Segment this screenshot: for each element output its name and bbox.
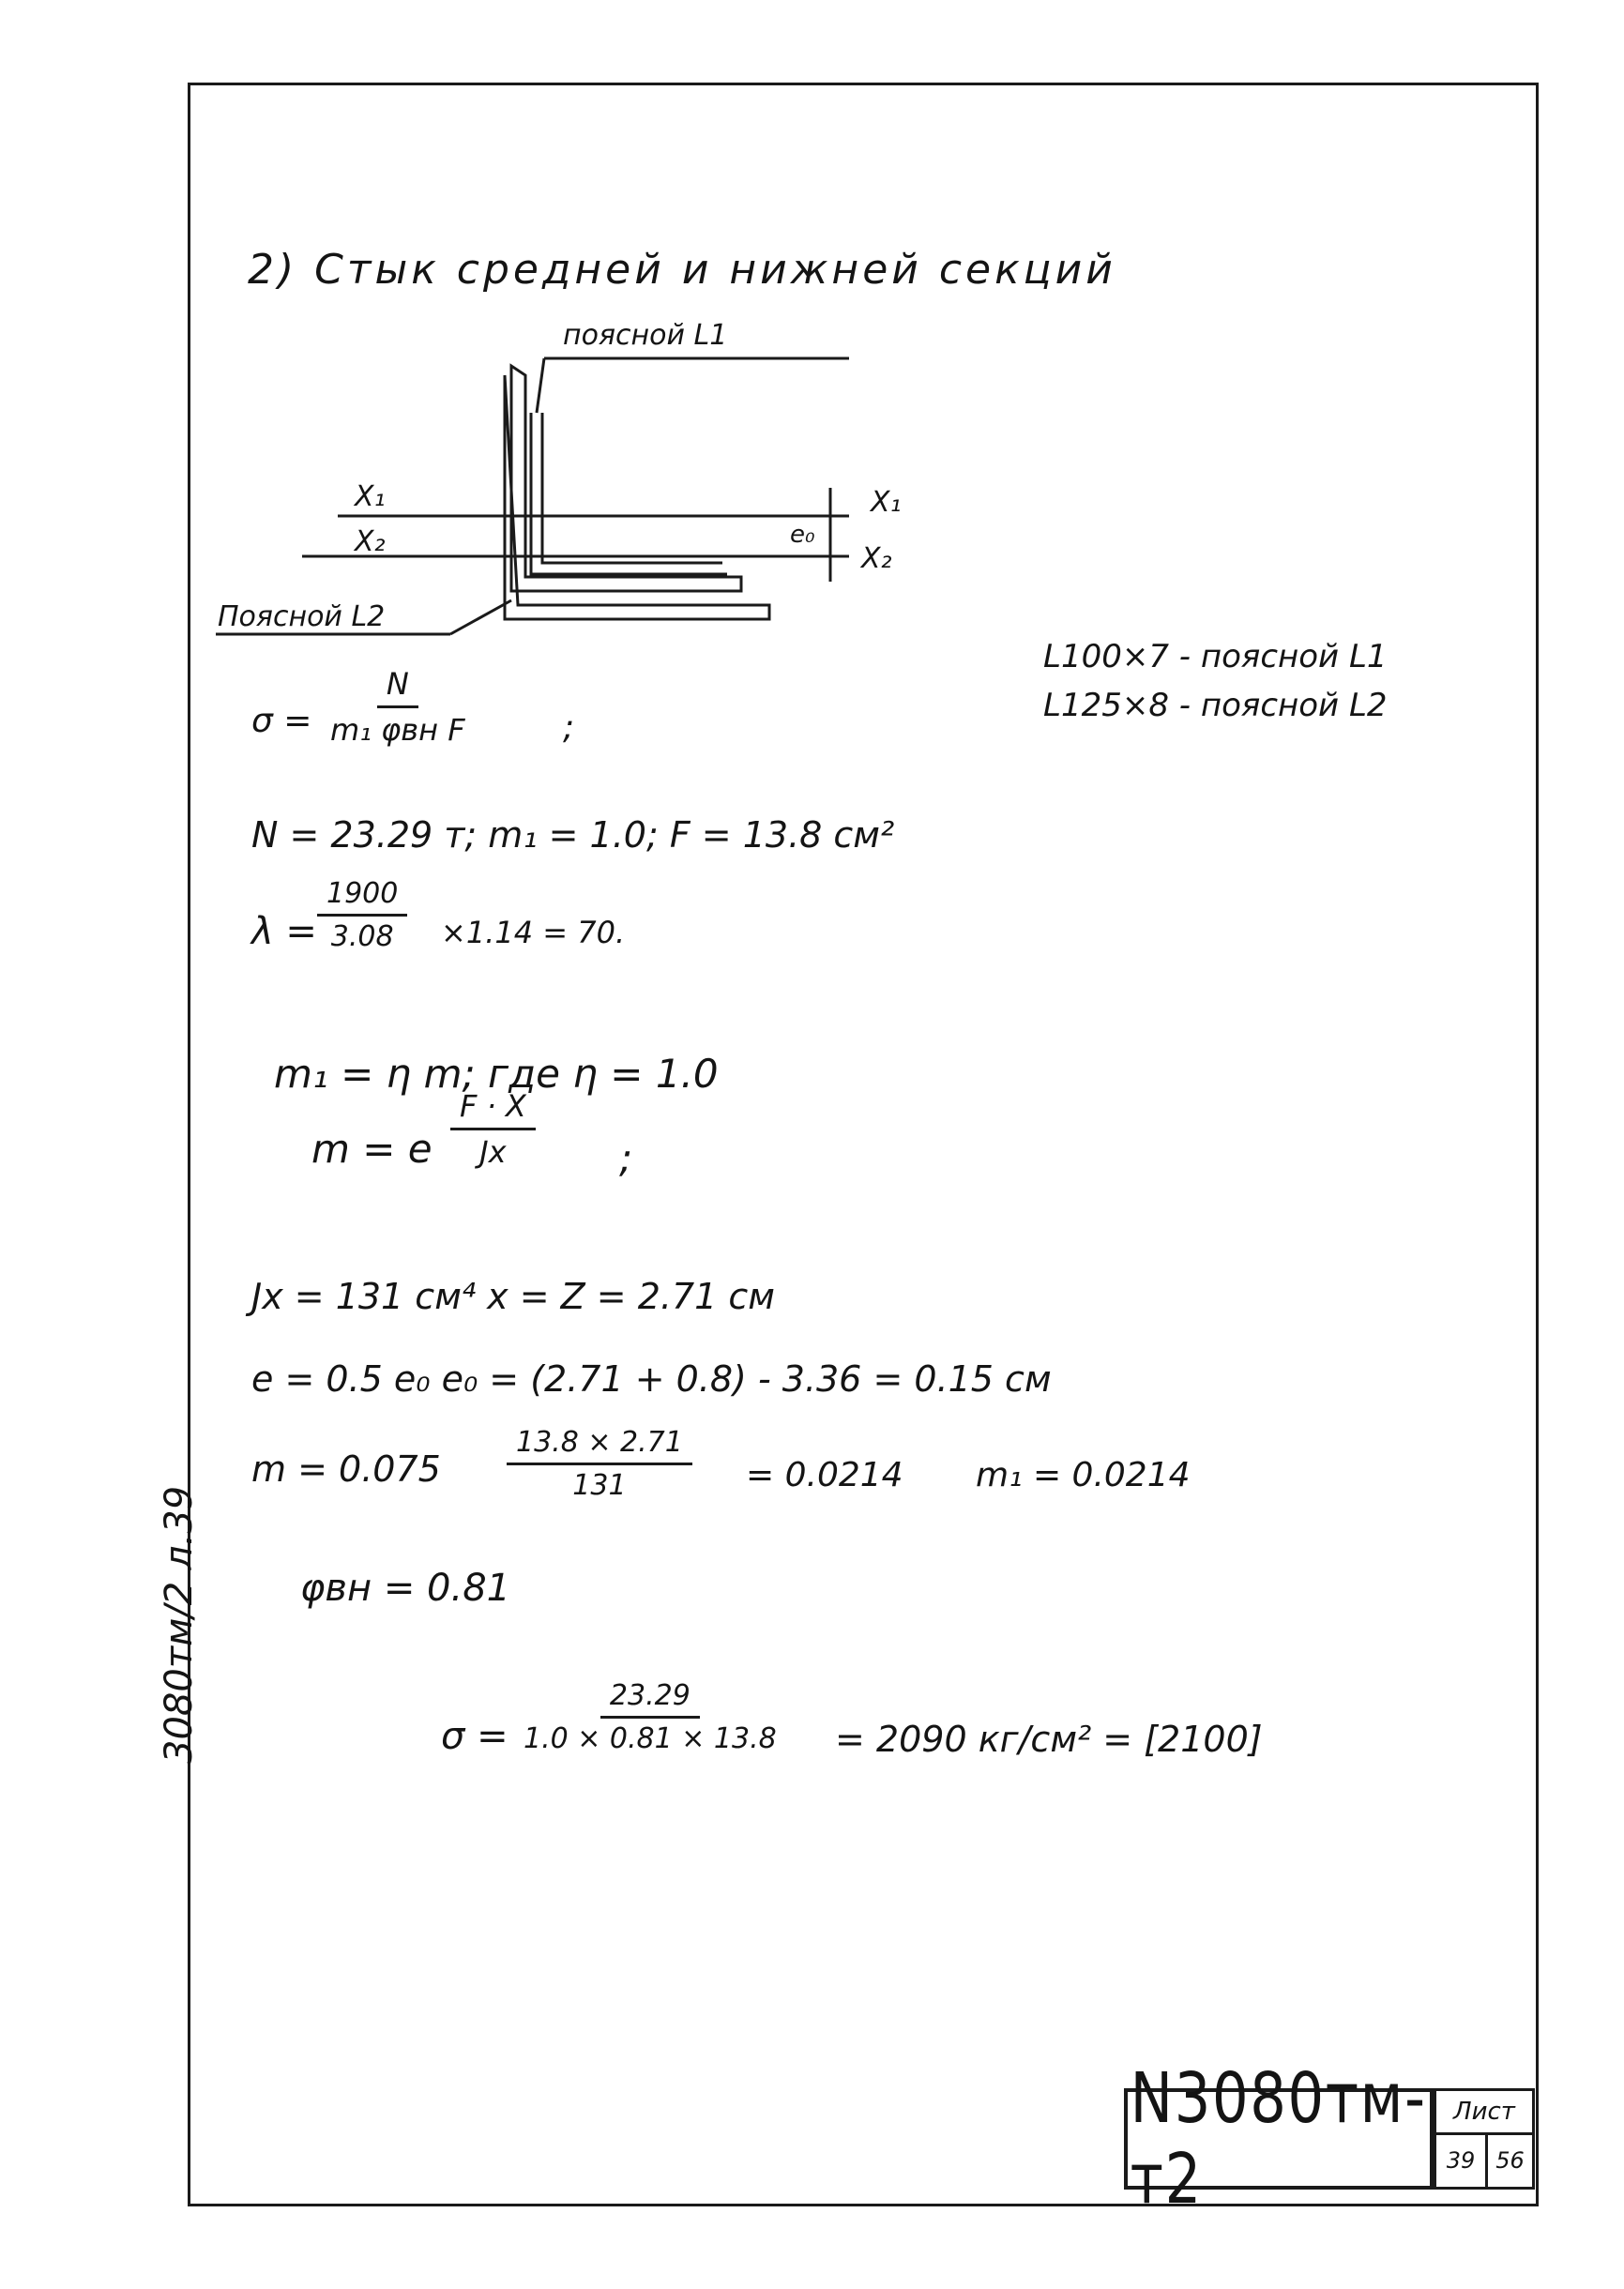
jx-line: Jx = 131 см⁴ x = Z = 2.71 см [251, 1276, 775, 1317]
lambda-fraction [317, 877, 407, 953]
side-note: 3080тм/2 л.39 [158, 1485, 201, 1764]
stamp-code: N3080тм-т2 [1131, 2058, 1427, 2220]
m1-result: m₁ = 0.0214 [976, 1456, 1191, 1494]
m1-line: m₁ = η m; где η = 1.0 [274, 1051, 719, 1097]
params-line: N = 23.29 т; m₁ = 1.0; F = 13.8 см² [251, 814, 895, 856]
label-chord-l2: Поясной L2 [218, 600, 386, 633]
sigma-formula-numerator: N [377, 666, 418, 708]
profile-l2: L125×8 - поясной L2 [1043, 687, 1388, 724]
m-calc-tail: = 0.0214 [746, 1456, 903, 1494]
sheet-label: Лист [1436, 2091, 1532, 2135]
sheet-box [1434, 2088, 1535, 2190]
lambda-tail: ×1.14 = 70. [441, 915, 626, 950]
lambda-lhs: λ = [251, 910, 317, 953]
sigma-calc-tail: = 2090 кг/см² = [2100] [835, 1719, 1263, 1760]
sheet-number: 39 [1436, 2135, 1488, 2187]
sigma-formula-denominator: m₁ φвн F [330, 712, 465, 748]
m-formula-lhs: m = e [311, 1126, 433, 1172]
eccentricity-label: e₀ [790, 521, 815, 549]
sigma-formula-lhs: σ = [251, 702, 312, 740]
lambda-numerator: 1900 [317, 877, 407, 917]
sheet-total: 56 [1495, 2147, 1525, 2174]
sigma-formula-tail: ; [563, 708, 575, 747]
m-calc-numerator: 13.8 × 2.71 [507, 1426, 692, 1465]
sigma-calc-lhs: σ = [441, 1715, 508, 1758]
sigma-calc-fraction [524, 1679, 777, 1755]
section-title: 2) Стык средней и нижней секций [248, 246, 1116, 294]
m-formula-fraction [450, 1088, 536, 1170]
sigma-formula-fraction [330, 666, 465, 748]
sigma-calc-numerator: 23.29 [600, 1679, 700, 1719]
m-calc-denominator: 131 [572, 1469, 627, 1502]
m-formula-tail: ; [619, 1135, 633, 1181]
e-line: e = 0.5 e₀ e₀ = (2.71 + 0.8) - 3.36 = 0.15 см [251, 1358, 1052, 1400]
m-calc-fraction [507, 1426, 692, 1502]
sigma-calc-denominator: 1.0 × 0.81 × 13.8 [524, 1722, 777, 1755]
stamp-code-box [1124, 2058, 1434, 2220]
axis-x1-left: X₁ [355, 480, 386, 513]
m-calc-lhs: m = 0.075 [251, 1448, 441, 1490]
lambda-denominator: 3.08 [330, 920, 394, 953]
phi-line: φвн = 0.81 [300, 1567, 511, 1610]
m-formula-numerator: F · X [450, 1088, 536, 1130]
profile-l1: L100×7 - поясной L1 [1043, 638, 1388, 675]
axis-x2-right: X₂ [861, 542, 892, 575]
label-chord-l1: поясной L1 [563, 319, 728, 352]
axis-x2-left: X₂ [355, 525, 386, 558]
m-formula-denominator: Jx [479, 1134, 507, 1170]
axis-x1-right: X₁ [871, 486, 902, 519]
